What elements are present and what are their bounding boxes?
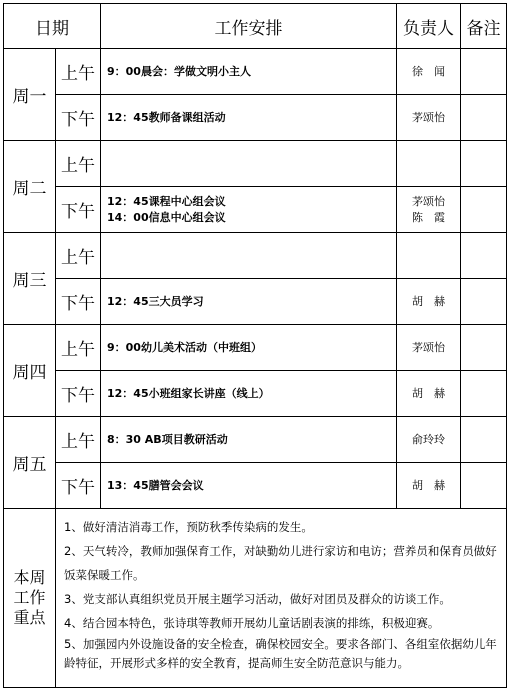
task-cell bbox=[101, 95, 397, 141]
header-date: 日期 bbox=[4, 4, 101, 49]
owner-text: 茅颂怡 bbox=[412, 340, 445, 354]
day-label: 周一 bbox=[4, 49, 56, 141]
owner-text: 茅颂怡 bbox=[412, 110, 445, 124]
day-label: 周五 bbox=[4, 417, 56, 509]
note-cell bbox=[461, 95, 507, 141]
focus-item: 2、天气转冷，教师加强保育工作，对缺勤幼儿进行家访和电访；营养员和保育员做好饭菜保暖工作。 bbox=[64, 544, 497, 582]
focus-label bbox=[4, 509, 56, 688]
period-label: 下午 bbox=[56, 463, 101, 509]
focus-label-line: 本周 bbox=[13, 568, 46, 587]
period-label: 上午 bbox=[56, 325, 101, 371]
period-label: 上午 bbox=[56, 141, 101, 187]
owner-cell bbox=[397, 279, 461, 325]
task-cell bbox=[101, 233, 397, 279]
table-row bbox=[4, 49, 507, 95]
task-cell bbox=[101, 371, 397, 417]
period-label: 上午 bbox=[56, 49, 101, 95]
owner-cell bbox=[397, 325, 461, 371]
note-cell bbox=[461, 463, 507, 509]
note-cell bbox=[461, 371, 507, 417]
owner-cell bbox=[397, 417, 461, 463]
owner-text: 茅颂怡 bbox=[412, 194, 445, 208]
day-label: 周二 bbox=[4, 141, 56, 233]
table-row bbox=[4, 417, 507, 463]
note-cell bbox=[461, 233, 507, 279]
task-text: 9：00幼儿美术活动（中班组） bbox=[107, 340, 262, 354]
table-row bbox=[4, 95, 507, 141]
task-text: 12：45三大员学习 bbox=[107, 294, 204, 308]
note-cell bbox=[461, 279, 507, 325]
focus-label-line: 重点 bbox=[13, 608, 46, 627]
task-cell bbox=[101, 187, 397, 233]
task-cell bbox=[101, 417, 397, 463]
header-row bbox=[4, 4, 507, 49]
note-cell bbox=[461, 187, 507, 233]
focus-item: 5、加强园内外设施设备的安全检查，确保校园安全。要求各部门、各组室依据幼儿年龄特征，开展形式多样的安全教育，提高师生安全防范意识与能力。 bbox=[64, 637, 497, 670]
note-cell bbox=[461, 141, 507, 187]
period-label: 上午 bbox=[56, 233, 101, 279]
table-row bbox=[4, 463, 507, 509]
task-text: 13：45膳管会会议 bbox=[107, 478, 204, 492]
header-note: 备注 bbox=[461, 4, 507, 49]
note-cell bbox=[461, 417, 507, 463]
task-text: 9：00晨会：学做文明小主人 bbox=[107, 64, 251, 78]
owner-text: 陈 霞 bbox=[412, 210, 445, 224]
task-cell bbox=[101, 463, 397, 509]
owner-text: 胡 赫 bbox=[412, 386, 445, 400]
focus-content bbox=[56, 509, 507, 688]
focus-item: 3、党支部认真组织党员开展主题学习活动，做好对团员及群众的访谈工作。 bbox=[64, 592, 451, 606]
owner-cell bbox=[397, 95, 461, 141]
owner-cell bbox=[397, 233, 461, 279]
owner-text: 俞玲玲 bbox=[412, 432, 445, 446]
task-cell bbox=[101, 49, 397, 95]
focus-row bbox=[4, 509, 507, 688]
day-label: 周三 bbox=[4, 233, 56, 325]
period-label: 下午 bbox=[56, 95, 101, 141]
owner-cell bbox=[397, 49, 461, 95]
table-row bbox=[4, 187, 507, 233]
focus-item: 4、结合园本特色，张诗琪等教师开展幼儿童话剧表演的排练，积极迎赛。 bbox=[64, 616, 440, 630]
owner-text: 胡 赫 bbox=[412, 294, 445, 308]
owner-text: 徐 闻 bbox=[412, 64, 445, 78]
owner-cell bbox=[397, 187, 461, 233]
task-text: 12：45小班组家长讲座（线上） bbox=[107, 386, 270, 400]
owner-cell bbox=[397, 371, 461, 417]
header-work: 工作安排 bbox=[101, 4, 397, 49]
header-owner: 负责人 bbox=[397, 4, 461, 49]
task-cell bbox=[101, 325, 397, 371]
period-label: 下午 bbox=[56, 187, 101, 233]
focus-label-line: 工作 bbox=[13, 588, 46, 607]
owner-text: 胡 赫 bbox=[412, 478, 445, 492]
table-row bbox=[4, 141, 507, 187]
task-cell bbox=[101, 279, 397, 325]
table-row bbox=[4, 279, 507, 325]
task-cell bbox=[101, 141, 397, 187]
day-label: 周四 bbox=[4, 325, 56, 417]
period-label: 上午 bbox=[56, 417, 101, 463]
period-label: 下午 bbox=[56, 279, 101, 325]
focus-item: 1、做好清洁消毒工作，预防秋季传染病的发生。 bbox=[64, 520, 313, 534]
owner-cell bbox=[397, 141, 461, 187]
table-row bbox=[4, 233, 507, 279]
period-label: 下午 bbox=[56, 371, 101, 417]
task-text: 8：30 AB项目教研活动 bbox=[107, 432, 228, 446]
note-cell bbox=[461, 49, 507, 95]
task-text: 12：45课程中心组会议 bbox=[107, 194, 226, 208]
note-cell bbox=[461, 325, 507, 371]
table-row bbox=[4, 325, 507, 371]
task-text: 12：45教师备课组活动 bbox=[107, 110, 226, 124]
owner-cell bbox=[397, 463, 461, 509]
table-row bbox=[4, 371, 507, 417]
task-text: 14：00信息中心组会议 bbox=[107, 210, 226, 224]
weekly-schedule-table bbox=[3, 3, 507, 688]
